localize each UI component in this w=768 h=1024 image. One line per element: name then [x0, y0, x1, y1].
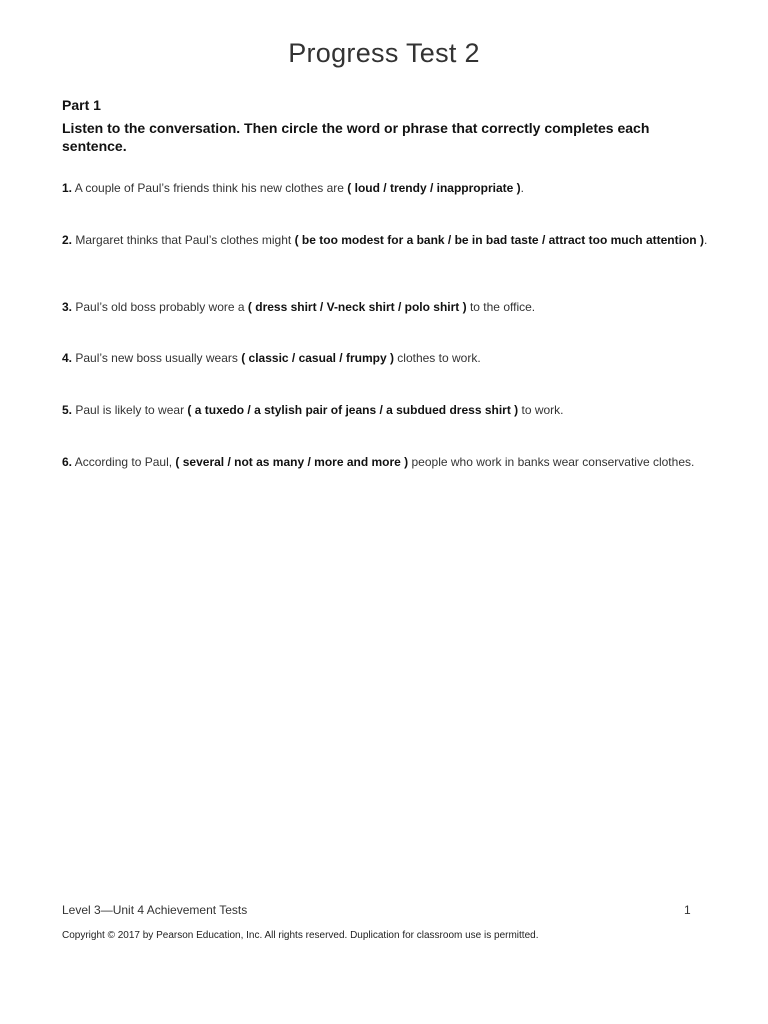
answer-choices: ( several / not as many / more and more ) [175, 455, 409, 469]
answer-choices: ( be too modest for a bank / be in bad taste / attract too much attention ) [294, 233, 704, 247]
question-text-end: . [703, 233, 708, 247]
question-number: 3. [62, 300, 73, 314]
question-4 [62, 350, 713, 366]
answer-choices: ( dress shirt / V-neck shirt / polo shirt ) [247, 300, 467, 314]
question-6 [62, 454, 713, 470]
instructions: Listen to the conversation. Then circle the word or phrase that correctly completes each sentence. [62, 120, 650, 154]
question-text: Paul’s old boss probably wore a [72, 300, 248, 314]
question-text-end: clothes to work. [393, 351, 481, 365]
footer-test-label: Level 3—Unit 4 Achievement Tests [62, 903, 248, 917]
part-heading: Part 1 [62, 97, 101, 113]
page-number: 1 [684, 903, 691, 917]
question-text-end: . [520, 181, 524, 195]
question-number: 2. [62, 233, 73, 247]
question-1 [62, 180, 713, 196]
question-text: Paul’s new boss usually wears [72, 351, 242, 365]
answer-choices: ( loud / trendy / inappropriate ) [347, 181, 521, 195]
question-text-end: to work. [518, 403, 564, 417]
answer-choices: ( classic / casual / frumpy ) [241, 351, 394, 365]
question-number: 4. [62, 351, 73, 365]
answer-choices: ( a tuxedo / a stylish pair of jeans / a subdued dress shirt ) [187, 403, 519, 417]
question-5 [62, 402, 713, 418]
copyright-notice: Copyright © 2017 by Pearson Education, Inc. All rights reserved. Duplication for classroom use is permitted. [62, 930, 539, 941]
question-text: According to Paul, [72, 455, 176, 469]
page-title: Progress Test 2 [288, 38, 480, 68]
question-3 [62, 299, 713, 315]
question-text-end: people who work in banks wear conservative clothes. [408, 455, 695, 469]
question-number: 1. [62, 181, 73, 195]
question-text: Paul is likely to wear [72, 403, 188, 417]
question-text-end: to the office. [466, 300, 536, 314]
question-text: Margaret thinks that Paul’s clothes might [72, 233, 295, 247]
question-number: 5. [62, 403, 73, 417]
question-2 [62, 232, 713, 248]
question-text: A couple of Paul’s friends think his new clothes are [72, 181, 348, 195]
question-number: 6. [62, 455, 73, 469]
